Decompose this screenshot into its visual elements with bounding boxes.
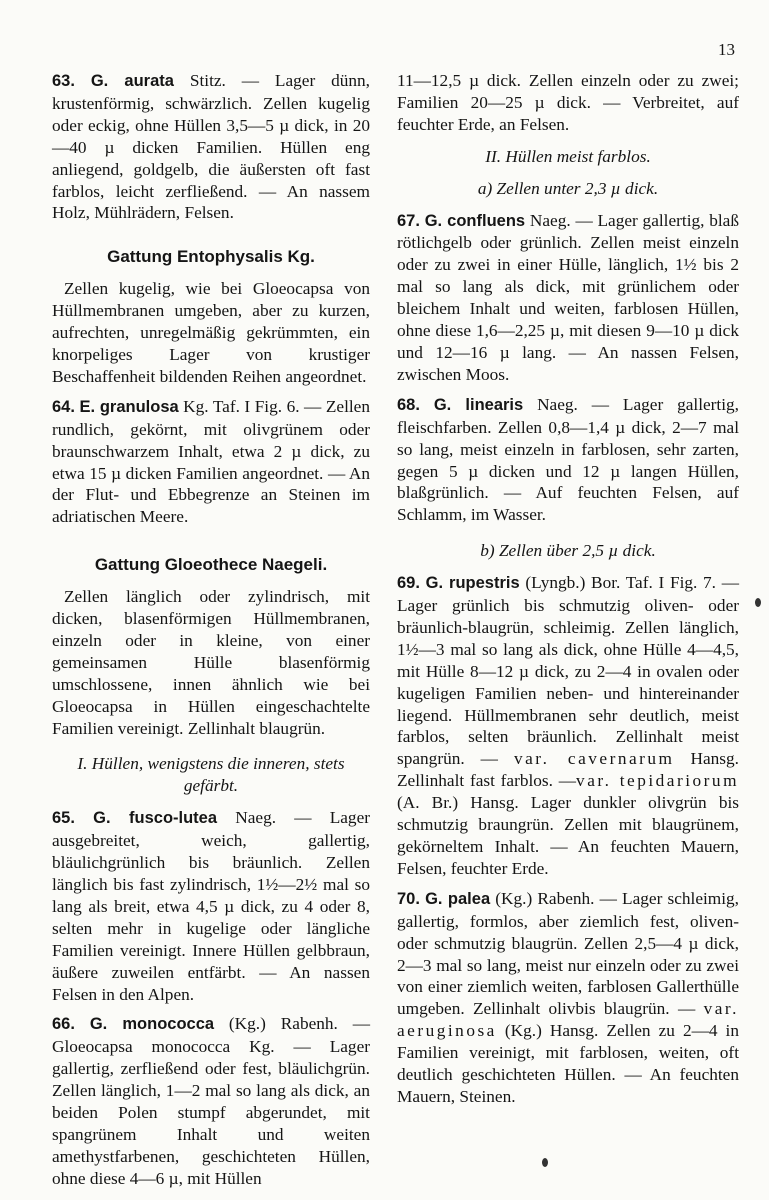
entry-number: 65. [52, 809, 75, 828]
subsection-heading-b: b) Zellen über 2,5 µ dick. [480, 541, 656, 561]
entry-number: 63. [52, 72, 75, 90]
genus-description-gloeothece: Zellen länglich oder zylindrisch, mit dicken, blasenförmigen Hüllmembranen, einzeln oder in kleine, von einer gemeinsamen Hülle blasenförmig umschlossene, innen ähnlich wie bei Gloeocapsa in Hüllen eingeschachtelte Familien vereinigt. Zellinhalt blaugrün. [52, 587, 370, 738]
entry-70 [397, 888, 739, 1108]
entry-text: (Kg.) Hansg. Zellen zu 2—4 in Familien vereinigt, mit farblosen, weiten, oft deutlich geschichteten Hüllen. — An feuchten Mauern, Steinen. [397, 1021, 739, 1106]
entry-text: Kg. Taf. I Fig. 6. — Zellen rundlich, gekörnt, mit olivgrünem oder braunschwarzem Inhalt, etwa 2 µ dick, zu etwa 15 µ dicken Familien angeordnet. — An der Flut- und Ebbegrenze an Steinen im adriatischen Meere. [52, 396, 370, 527]
species-name: G. confluens [424, 211, 526, 230]
genus-heading-entophysalis: Gattung Entophysalis Kg. [107, 247, 315, 267]
ink-spot [755, 598, 761, 607]
entry-number: 64. [52, 397, 75, 416]
entry-text: Naeg. — Lager ausgebreitet, weich, gallertig, bläulichgrünlich bis bräunlich. Zellen länglich bis fast zylindrisch, 1½—2½ mal so lang als breit, etwa 4,5 µ dick, zu 4 oder 8, selten mehr in kugelige oder längliche Familien vereinigt. Innere Hüllen gelbbraun, äußere zuweilen entfärbt. — An nassen Felsen in den Alpen. [52, 808, 370, 1004]
species-name: G. fusco-lutea [93, 809, 218, 828]
genus-heading-gloeothece: Gattung Gloeothece Naegeli. [94, 555, 328, 575]
right-column [397, 70, 739, 1116]
subsection-heading-II: II. Hüllen meist farblos. [485, 146, 651, 166]
entry-69 [397, 572, 739, 880]
variety-name: var. cavernarum [513, 749, 675, 769]
entry-text: (A. Br.) Hansg. Lager dunkler olivgrün bis schmutzig braungrün. Zellen mit blaugrünem, gekörneltem Inhalt. — An feuchten Mauern, Felsen, feuchter Erde. [397, 793, 739, 878]
entry-67 [397, 210, 739, 386]
entry-text: (Lyngb.) Bor. Taf. I Fig. 7. — Lager grünlich bis schmutzig oliven- oder bräunlich-blaugrün, schleimig. Zellen länglich, 1½—3 mal so lang als dick, ohne Hülle 4—4,5, mit Hülle 8—12 µ dick, zu 2—4 in ovalen oder kugeligen Familien neben- und hintereinander liegend. Hüllmembranen sehr deutlich, meist farblos, selten bräunlich. Zellinhalt meist spangrün. — [397, 573, 739, 769]
species-name: E. granulosa [79, 397, 179, 416]
entry-text: (Kg.) Rabenh. — Gloeocapsa monococca Kg. — Lager gallertig, zerfließend oder fest, bläulichgrün. Zellen länglich, 1—2 mal so lang als dick, an beiden Polen stumpf abgerundet, mit spangrünem Inhalt und weiten amethystfarbenen, geschichteten Hüllen, ohne diese 4—6 µ, mit Hüllen [52, 1014, 370, 1188]
entry-64 [52, 396, 370, 528]
variety-name: var. aeruginosa [397, 999, 739, 1041]
entry-66-continued: 11—12,5 µ dick. Zellen einzeln oder zu zwei; Familien 20—25 µ dick. — Verbreitet, auf feuchter Erde, an Felsen. [397, 71, 739, 134]
ink-spot [542, 1158, 548, 1167]
genus-description-entophysalis: Zellen kugelig, wie bei Gloeocapsa von Hüllmembranen umgeben, aber zu kurzen, aufrechten, unregelmäßig gekrümmten, ein knorpeliges Lager von krustiger Beschaffenheit bildenden Reihen angeordnet. [52, 279, 370, 386]
entry-number: 66. [52, 1015, 75, 1034]
entry-63 [52, 70, 370, 224]
entry-text: (Kg.) Rabenh. — Lager schleimig, gallertig, formlos, aber ziemlich fest, oliven- oder schmutzig blaugrün. Zellen 2,5—4 µ dick, 2—3 mal so lang, meist nur einzeln oder zu zwei von einer ziemlich weiten, farblosen Gallerthülle umgeben. Zellinhalt olivbis blaugrün. — [397, 888, 740, 1019]
species-name: G. monococca [89, 1015, 215, 1034]
entry-text: Naeg. — Lager gallertig, blaß rötlichgelb oder grünlich. Zellen meist einzeln oder zu zwei in einer Hülle, länglich, 1½ bis 2 mal so lang als dick, mit grünlichem oder bleichem Inhalt und weiten, farblosen Hüllen, ohne diese 1,6—2,25 µ, mit diesen 9—10 µ dick und 12—16 µ lang. — An nassen Felsen, zwischen Moos. [397, 210, 739, 384]
species-name: G. linearis [433, 395, 524, 414]
entry-66 [52, 1013, 370, 1189]
species-name: G. palea [425, 889, 491, 908]
entry-text: Stitz. — Lager dünn, krustenförmig, schwärzlich. Zellen kugelig oder eckig, ohne Hüllen 3,5—5 µ dick, in 20—40 µ dicken Familien. Hüllen eng anliegend, goldgelb, die äußersten oft fast farblos, leicht zerfließend. — An nassem Holz, Mühlrädern, Felsen. [52, 71, 370, 223]
species-name: G. aurata [90, 72, 174, 90]
subsection-heading-I: I. Hüllen, wenigstens die inneren, stets gefärbt. [77, 754, 345, 796]
page-number: 13 [718, 40, 735, 59]
entry-text: Hansg. Zellinhalt fast farblos. — [397, 749, 739, 791]
entry-text: Naeg. — Lager gallertig, fleischfarben. Zellen 0,8—1,4 µ dick, 2—7 mal so lang, meist einzeln in farblosen, sehr zarten, gegen 5 µ dicken und 12 µ langen Hüllen, blaßgrünlich. — Auf feuchten Felsen, auf Schlamm, im Wasser. [397, 394, 739, 525]
entry-number: 68. [397, 395, 420, 414]
entry-number: 69. [397, 574, 420, 593]
entry-65 [52, 807, 370, 1005]
entry-number: 67. [397, 211, 420, 230]
entry-68 [397, 394, 739, 526]
subsection-heading-a: a) Zellen unter 2,3 µ dick. [477, 178, 659, 198]
entry-number: 70. [397, 889, 420, 908]
variety-name: var. tepidariorum [576, 771, 740, 791]
left-column [52, 70, 370, 1198]
species-name: G. rupestris [425, 574, 520, 593]
